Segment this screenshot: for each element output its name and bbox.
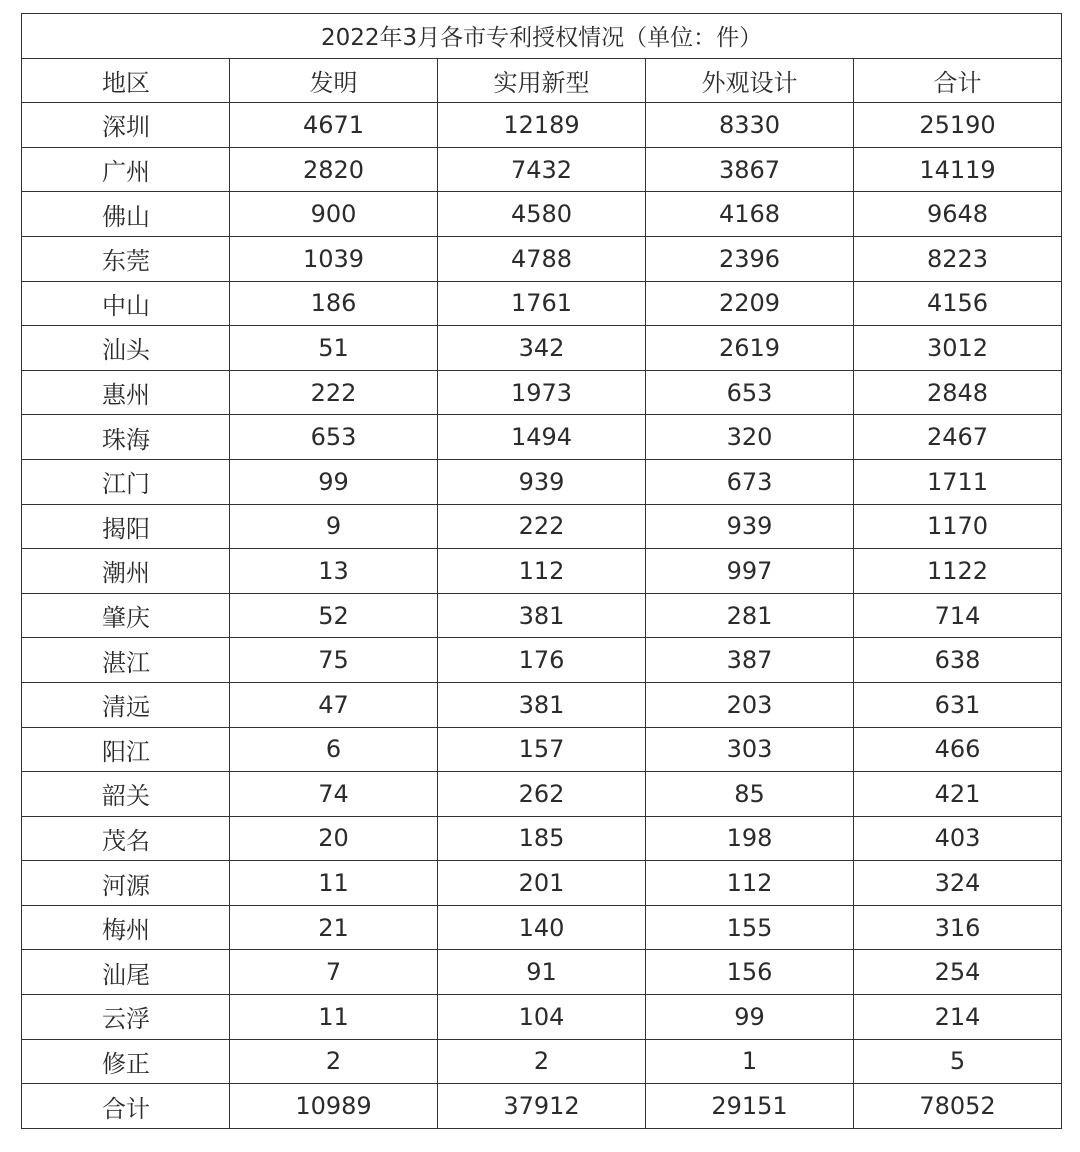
cell-region: 云浮 [22,995,230,1040]
cell-region: 深圳 [22,103,230,148]
cell-invention: 11 [230,861,438,906]
cell-region: 阳江 [22,727,230,772]
cell-design: 281 [646,593,854,638]
cell-invention: 4671 [230,103,438,148]
cell-region: 佛山 [22,192,230,237]
table-title-row [22,14,1062,59]
cell-design: 320 [646,415,854,460]
table-row [22,861,1062,906]
cell-utility-model: 185 [438,816,646,861]
cell-total: 4156 [854,281,1062,326]
cell-region: 肇庆 [22,593,230,638]
cell-utility-model: 7432 [438,147,646,192]
cell-design: 29151 [646,1084,854,1129]
cell-utility-model: 12189 [438,103,646,148]
cell-total: 466 [854,727,1062,772]
cell-region: 汕尾 [22,950,230,995]
table-row [22,1039,1062,1084]
cell-invention: 2 [230,1039,438,1084]
cell-total: 1122 [854,549,1062,594]
cell-design: 387 [646,638,854,683]
cell-utility-model: 342 [438,326,646,371]
table-row [22,905,1062,950]
cell-design: 4168 [646,192,854,237]
cell-region: 中山 [22,281,230,326]
table-row [22,370,1062,415]
cell-invention: 6 [230,727,438,772]
cell-region: 潮州 [22,549,230,594]
table-body [22,103,1062,1129]
cell-utility-model: 381 [438,593,646,638]
cell-region: 韶关 [22,772,230,817]
cell-utility-model: 140 [438,905,646,950]
table-title: 2022年3月各市专利授权情况（单位：件） [22,14,1062,59]
table-row [22,1084,1062,1129]
column-header-utility-model: 实用新型 [438,58,646,103]
cell-design: 198 [646,816,854,861]
cell-total: 324 [854,861,1062,906]
cell-total: 2467 [854,415,1062,460]
cell-invention: 2820 [230,147,438,192]
table-row [22,727,1062,772]
cell-utility-model: 157 [438,727,646,772]
cell-region: 茂名 [22,816,230,861]
cell-utility-model: 1494 [438,415,646,460]
cell-invention: 1039 [230,236,438,281]
cell-total: 14119 [854,147,1062,192]
cell-total: 214 [854,995,1062,1040]
cell-total: 1711 [854,459,1062,504]
cell-invention: 99 [230,459,438,504]
column-header-total: 合计 [854,58,1062,103]
table-row [22,281,1062,326]
cell-design: 8330 [646,103,854,148]
cell-region: 湛江 [22,638,230,683]
cell-design: 653 [646,370,854,415]
cell-total: 25190 [854,103,1062,148]
cell-total: 78052 [854,1084,1062,1129]
cell-invention: 52 [230,593,438,638]
table-row [22,103,1062,148]
cell-invention: 9 [230,504,438,549]
table-row [22,504,1062,549]
cell-utility-model: 4788 [438,236,646,281]
cell-total: 421 [854,772,1062,817]
cell-design: 112 [646,861,854,906]
table-row [22,593,1062,638]
cell-utility-model: 222 [438,504,646,549]
table-row [22,772,1062,817]
cell-utility-model: 4580 [438,192,646,237]
cell-design: 99 [646,995,854,1040]
table-row [22,995,1062,1040]
cell-region: 河源 [22,861,230,906]
cell-invention: 74 [230,772,438,817]
cell-invention: 21 [230,905,438,950]
cell-total: 8223 [854,236,1062,281]
cell-invention: 900 [230,192,438,237]
cell-design: 997 [646,549,854,594]
cell-design: 939 [646,504,854,549]
cell-region: 揭阳 [22,504,230,549]
cell-utility-model: 1973 [438,370,646,415]
table-row [22,147,1062,192]
column-header-invention: 发明 [230,58,438,103]
table-header-row [22,58,1062,103]
cell-region: 梅州 [22,905,230,950]
cell-utility-model: 104 [438,995,646,1040]
cell-region: 江门 [22,459,230,504]
column-header-design: 外观设计 [646,58,854,103]
cell-invention: 11 [230,995,438,1040]
cell-utility-model: 2 [438,1039,646,1084]
table-row [22,950,1062,995]
cell-total: 638 [854,638,1062,683]
cell-utility-model: 1761 [438,281,646,326]
cell-invention: 7 [230,950,438,995]
table-row [22,415,1062,460]
cell-region: 东莞 [22,236,230,281]
cell-invention: 10989 [230,1084,438,1129]
cell-design: 85 [646,772,854,817]
cell-utility-model: 201 [438,861,646,906]
cell-utility-model: 939 [438,459,646,504]
cell-total: 631 [854,682,1062,727]
cell-invention: 13 [230,549,438,594]
cell-total: 254 [854,950,1062,995]
cell-region: 广州 [22,147,230,192]
cell-invention: 51 [230,326,438,371]
cell-invention: 186 [230,281,438,326]
cell-design: 303 [646,727,854,772]
cell-total: 3012 [854,326,1062,371]
cell-total: 714 [854,593,1062,638]
cell-utility-model: 37912 [438,1084,646,1129]
cell-invention: 20 [230,816,438,861]
cell-utility-model: 112 [438,549,646,594]
cell-region: 珠海 [22,415,230,460]
cell-design: 2396 [646,236,854,281]
cell-design: 3867 [646,147,854,192]
cell-design: 673 [646,459,854,504]
cell-region: 惠州 [22,370,230,415]
cell-design: 203 [646,682,854,727]
cell-design: 1 [646,1039,854,1084]
table-row [22,326,1062,371]
cell-total: 9648 [854,192,1062,237]
cell-region: 汕头 [22,326,230,371]
cell-total: 316 [854,905,1062,950]
cell-region: 修正 [22,1039,230,1084]
cell-region: 清远 [22,682,230,727]
cell-total: 1170 [854,504,1062,549]
table-row [22,682,1062,727]
cell-utility-model: 91 [438,950,646,995]
table-row [22,638,1062,683]
cell-design: 2619 [646,326,854,371]
cell-utility-model: 262 [438,772,646,817]
cell-design: 155 [646,905,854,950]
table-row [22,192,1062,237]
table-row [22,459,1062,504]
table-row [22,236,1062,281]
cell-total: 403 [854,816,1062,861]
cell-invention: 75 [230,638,438,683]
table-row [22,549,1062,594]
cell-invention: 47 [230,682,438,727]
cell-design: 156 [646,950,854,995]
cell-region: 合计 [22,1084,230,1129]
cell-invention: 653 [230,415,438,460]
patent-table-container [21,13,1061,1129]
patent-grant-table [21,13,1062,1129]
cell-invention: 222 [230,370,438,415]
table-row [22,816,1062,861]
cell-design: 2209 [646,281,854,326]
cell-total: 2848 [854,370,1062,415]
cell-utility-model: 381 [438,682,646,727]
column-header-region: 地区 [22,58,230,103]
cell-total: 5 [854,1039,1062,1084]
cell-utility-model: 176 [438,638,646,683]
